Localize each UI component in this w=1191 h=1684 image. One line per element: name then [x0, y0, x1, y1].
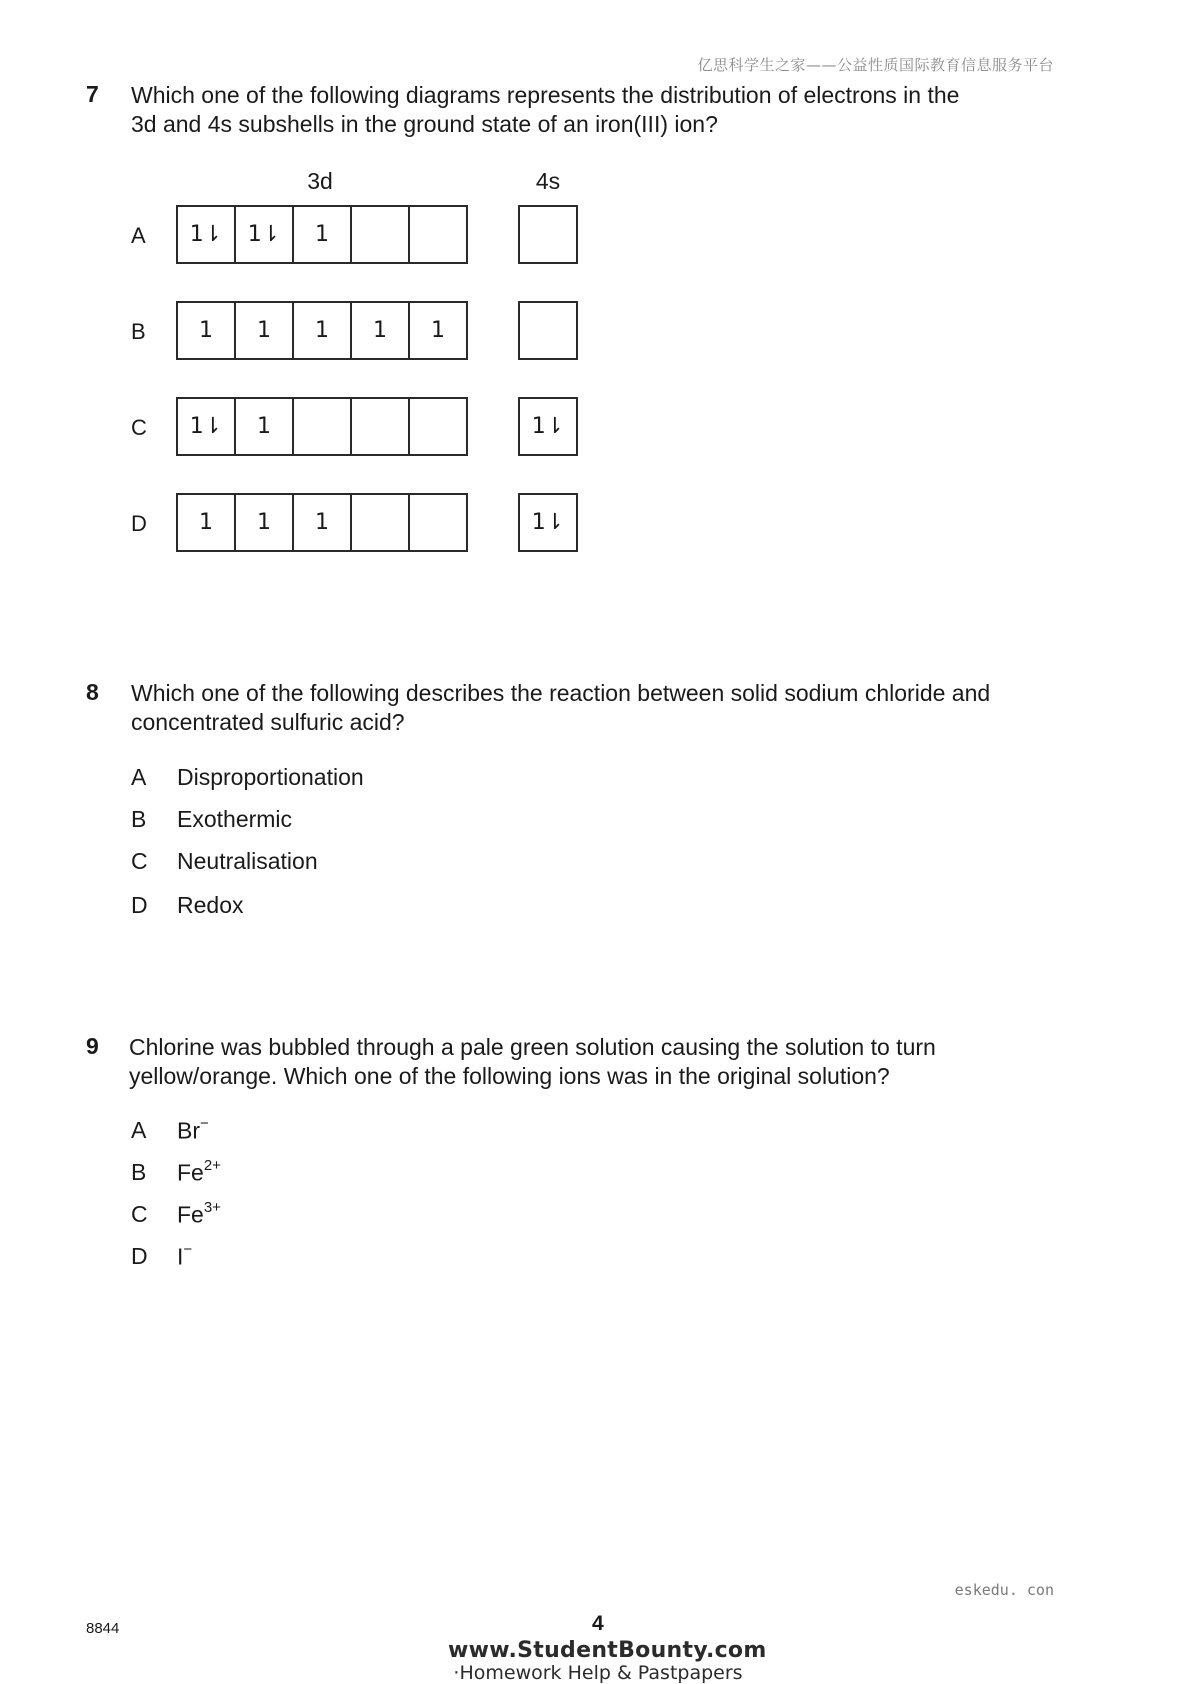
orbital-box: 1⇂: [234, 205, 294, 264]
orbital-box: 1: [292, 205, 352, 264]
question-text-line: Which one of the following describes the reaction between solid sodium chloride and: [131, 680, 991, 706]
logo-line-tagline: ·Homework Help & Pastpapers: [453, 1662, 743, 1684]
option-letter: B: [131, 806, 147, 832]
question-number: 7: [86, 81, 99, 107]
option-label-c: C: [131, 415, 147, 440]
ion-symbol: Br: [177, 1117, 200, 1144]
orbital-box: 1: [350, 301, 410, 360]
option-label-d: D: [131, 511, 147, 536]
orbital-3d-row-d: [176, 493, 466, 552]
question-text-line: 3d and 4s subshells in the ground state of an iron(III) ion?: [131, 111, 718, 137]
option-label-b: B: [131, 319, 146, 344]
question-text-line: yellow/orange. Which one of the following ions was in the original solution?: [129, 1063, 890, 1089]
option-letter: A: [131, 1117, 147, 1143]
orbital-4s-row-c: [518, 397, 578, 456]
option-text: Neutralisation: [177, 848, 318, 874]
orbital-box: [350, 397, 410, 456]
subshell-4s-label: 4s: [535, 168, 561, 194]
option-letter: A: [131, 764, 147, 790]
orbital-box: 1: [176, 301, 236, 360]
orbital-4s-row-d: [518, 493, 578, 552]
ion-charge: 3+: [203, 1199, 221, 1216]
logo-line-url: www.StudentBounty.com: [448, 1638, 767, 1663]
orbital-box: [408, 397, 468, 456]
orbital-box: [350, 493, 410, 552]
orbital-box: [408, 493, 468, 552]
ion-symbol: I: [177, 1243, 184, 1270]
option-letter: B: [131, 1159, 147, 1185]
option-ion: [177, 1201, 221, 1229]
orbital-box: 1⇂: [176, 397, 236, 456]
option-letter: D: [131, 892, 148, 918]
orbital-3d-row-b: [176, 301, 466, 360]
option-letter: D: [131, 1243, 148, 1269]
orbital-box: [518, 205, 578, 264]
orbital-box: 1: [408, 301, 468, 360]
option-letter: C: [131, 1201, 148, 1227]
option-letter: C: [131, 848, 148, 874]
option-ion: [177, 1243, 192, 1271]
question-text-line: Which one of the following diagrams represents the distribution of electrons in the: [131, 82, 960, 108]
orbital-box: 1: [292, 301, 352, 360]
orbital-box: 1⇂: [176, 205, 236, 264]
ion-symbol: Fe: [177, 1159, 204, 1186]
page-number: 4: [592, 1612, 604, 1635]
orbital-box: [350, 205, 410, 264]
ion-symbol: Fe: [177, 1201, 204, 1228]
orbital-4s-row-a: [518, 205, 578, 264]
option-text: Disproportionation: [177, 764, 364, 790]
orbital-4s-row-b: [518, 301, 578, 360]
orbital-box: 1: [234, 493, 294, 552]
orbital-3d-row-a: [176, 205, 466, 264]
question-text-line: Chlorine was bubbled through a pale green solution causing the solution to turn: [129, 1034, 936, 1060]
orbital-box: 1: [234, 301, 294, 360]
orbital-box: 1: [292, 493, 352, 552]
ion-charge: −: [183, 1241, 193, 1258]
orbital-box: 1: [234, 397, 294, 456]
question-text-line: concentrated sulfuric acid?: [131, 709, 405, 735]
orbital-box: [292, 397, 352, 456]
option-label-a: A: [131, 223, 146, 248]
subshell-3d-label: 3d: [307, 168, 333, 194]
orbital-box: [518, 301, 578, 360]
header-watermark: 亿思科学生之家——公益性质国际教育信息服务平台: [697, 56, 1054, 74]
orbital-3d-row-c: [176, 397, 466, 456]
question-number: 9: [86, 1033, 99, 1059]
orbital-box: [408, 205, 468, 264]
orbital-box: 1⇂: [518, 493, 578, 552]
paper-code: 8844: [86, 1620, 120, 1637]
question-number: 8: [86, 679, 99, 705]
ion-charge: 2+: [203, 1157, 221, 1174]
option-ion: [177, 1159, 221, 1187]
orbital-box: 1⇂: [518, 397, 578, 456]
option-text: Exothermic: [177, 806, 293, 832]
ion-charge: −: [200, 1115, 209, 1132]
option-text: Redox: [177, 892, 244, 918]
footer-site-watermark: eskedu. con: [954, 1581, 1054, 1599]
orbital-box: 1: [176, 493, 236, 552]
option-ion: [177, 1117, 209, 1145]
studentbounty-logo: [448, 1638, 767, 1684]
